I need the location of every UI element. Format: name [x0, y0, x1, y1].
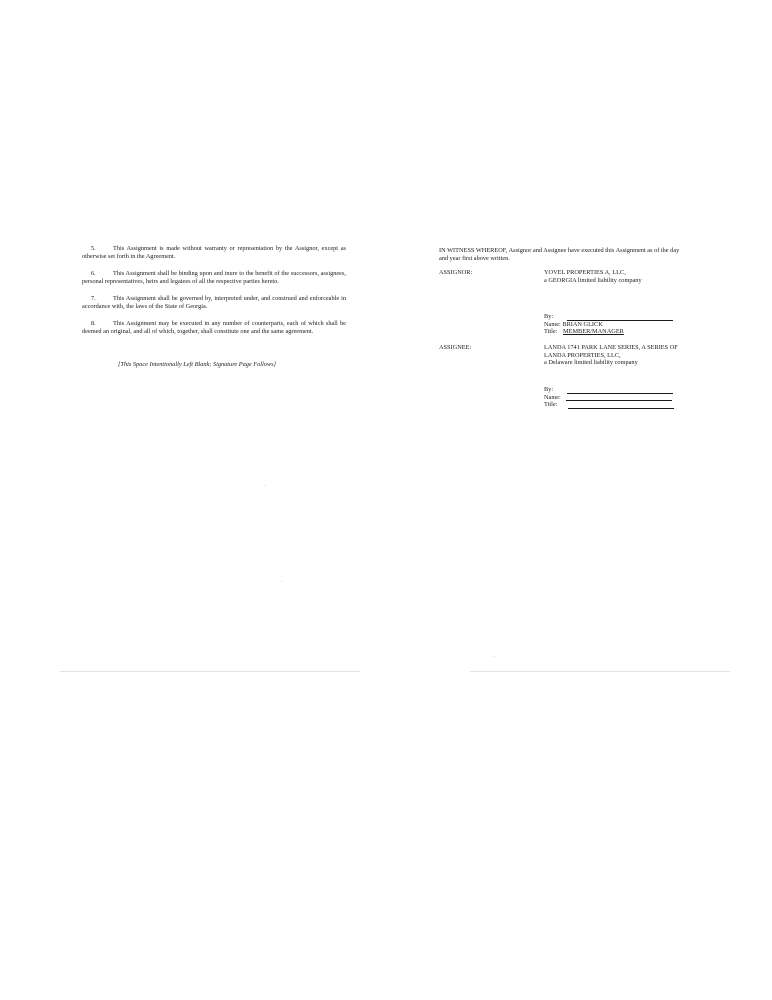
paragraph-text-rest: except as otherwise set forth in the Agreement.	[82, 245, 346, 260]
scan-fold-line	[60, 671, 360, 672]
signature-line	[567, 387, 673, 394]
paragraph-text-rest: shall be deemed an original, and all of which, together, shall constitute one and the same agreement.	[82, 320, 346, 335]
assignee-title-row	[544, 401, 744, 409]
assignee-label: ASSIGNEE:	[439, 344, 472, 351]
assignor-by-row	[544, 313, 744, 321]
paragraph-text-first: This Assignment shall be governed by, interpreted under, and construed and	[113, 295, 308, 302]
assignee-name-row	[544, 394, 744, 402]
paragraph-text-rest: enforceable in accordance with, the laws of the State of Georgia.	[82, 295, 346, 310]
assignee-name-line-1: LANDA 1741 PARK LANE SERIES, A SERIES OF	[544, 344, 678, 351]
witness-line-1: IN WITNESS WHEREOF, Assignor and Assignee have executed this Assignment as of the day	[439, 247, 680, 254]
paragraph-text-rest: assignees, personal representatives, heirs and legatees of all the respective parties hereto.	[82, 270, 346, 285]
assignor-title-row	[544, 328, 744, 336]
assignee-signature-block	[544, 386, 744, 409]
assignor-label: ASSIGNOR:	[439, 269, 473, 276]
name-label: Name:	[544, 320, 561, 328]
paragraph-text-first: This Assignment may be executed in any number of counterparts, each of which	[113, 320, 324, 327]
blank-space-note: [This Space Intentionally Left Blank; Signature Page Follows]	[118, 361, 277, 368]
scan-fold-line	[470, 671, 730, 672]
scan-speck	[281, 581, 283, 582]
title-value: MEMBER/MANAGER	[563, 328, 624, 336]
right-page	[386, 0, 772, 1000]
paragraph-number: 7.	[91, 295, 96, 302]
paragraph-6	[82, 270, 346, 286]
signature-line	[566, 394, 672, 401]
by-label: By:	[544, 386, 554, 393]
paragraph-number: 6.	[91, 270, 96, 277]
paragraph-number: 8.	[91, 320, 96, 327]
title-label: Title:	[544, 328, 558, 336]
name-label: Name:	[544, 393, 561, 401]
assignor-block	[544, 269, 744, 284]
assignee-by-row	[544, 386, 744, 394]
paragraph-text-first: This Assignment is made without warranty or representation by the Assignor,	[113, 245, 319, 252]
title-label: Title:	[544, 401, 558, 409]
assignor-description: a GEORGIA limited liability company	[544, 276, 642, 284]
paragraph-text-first: This Assignment shall be binding upon and inure to the benefit of the successors,	[113, 270, 319, 277]
assignor-signature-block	[544, 313, 744, 336]
assignee-block	[544, 344, 744, 367]
signature-line	[567, 314, 673, 321]
assignee-name-line-2: LANDA PROPERTIES, LLC,	[544, 351, 621, 359]
paragraph-5	[82, 245, 346, 261]
signature-line	[568, 402, 674, 409]
paragraph-8	[82, 320, 346, 336]
paragraph-number: 5.	[91, 245, 96, 252]
by-label: By:	[544, 313, 554, 320]
witness-line-2: and year first above written.	[439, 254, 510, 262]
assignor-name: YOVEL PROPERTIES A, LLC,	[544, 269, 626, 276]
assignee-description: a Delaware limited liability company	[544, 359, 638, 367]
witness-clause	[439, 247, 729, 263]
assignor-name-row	[544, 321, 744, 329]
scan-speck	[493, 656, 495, 657]
name-value: BRIAN GLICK	[562, 320, 603, 328]
paragraph-7	[82, 295, 346, 311]
scan-speck	[264, 485, 266, 486]
